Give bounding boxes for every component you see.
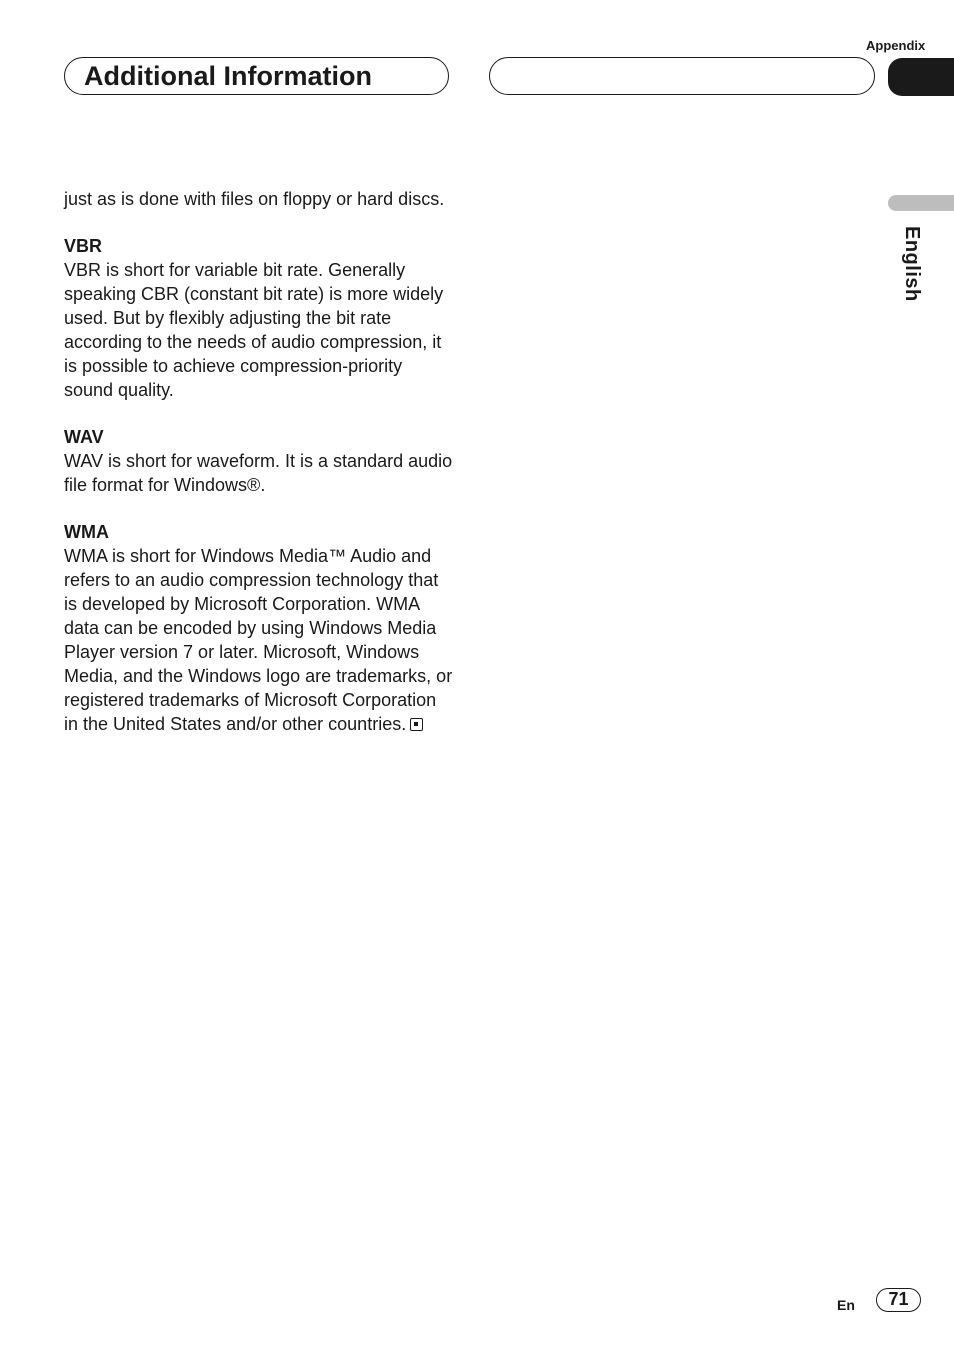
term-body-vbr: VBR is short for variable bit rate. Generally speaking CBR (constant bit rate) is more widely used. But by flexibly adjusting the bit rate according to the needs of audio compression, it is possible to achieve compression-priority sound quality.	[64, 260, 444, 400]
end-of-section-icon	[410, 718, 423, 731]
page-title: Additional Information	[84, 61, 372, 91]
intro-paragraph: just as is done with files on floppy or hard discs.	[64, 189, 445, 209]
language-label: English	[901, 226, 923, 302]
term-heading-vbr: VBR	[64, 236, 103, 256]
header-frame-right	[489, 57, 875, 95]
term-body-wav: WAV is short for waveform. It is a standard audio file format for Windows®.	[64, 451, 453, 495]
body-column	[64, 187, 454, 736]
footer-language-code: En	[837, 1297, 855, 1313]
term-heading-wma: WMA	[64, 522, 109, 542]
term-body-wma: WMA is short for Windows Media™ Audio and refers to an audio compression technology that is developed by Microsoft Corporation. WMA data can be encoded by using Windows Media Player version 7 or later. Microsoft, Windows Media, and the Windows logo are trademarks, or registered trademarks of Microsoft Corporation in the United States and/or other countries.	[64, 546, 453, 734]
page-number: 71	[876, 1288, 921, 1312]
language-tab	[888, 195, 954, 211]
term-body-wma-wrapper	[64, 544, 454, 736]
term-heading-wav: WAV	[64, 427, 104, 447]
section-tab	[888, 58, 954, 96]
section-label: Appendix	[866, 38, 926, 53]
